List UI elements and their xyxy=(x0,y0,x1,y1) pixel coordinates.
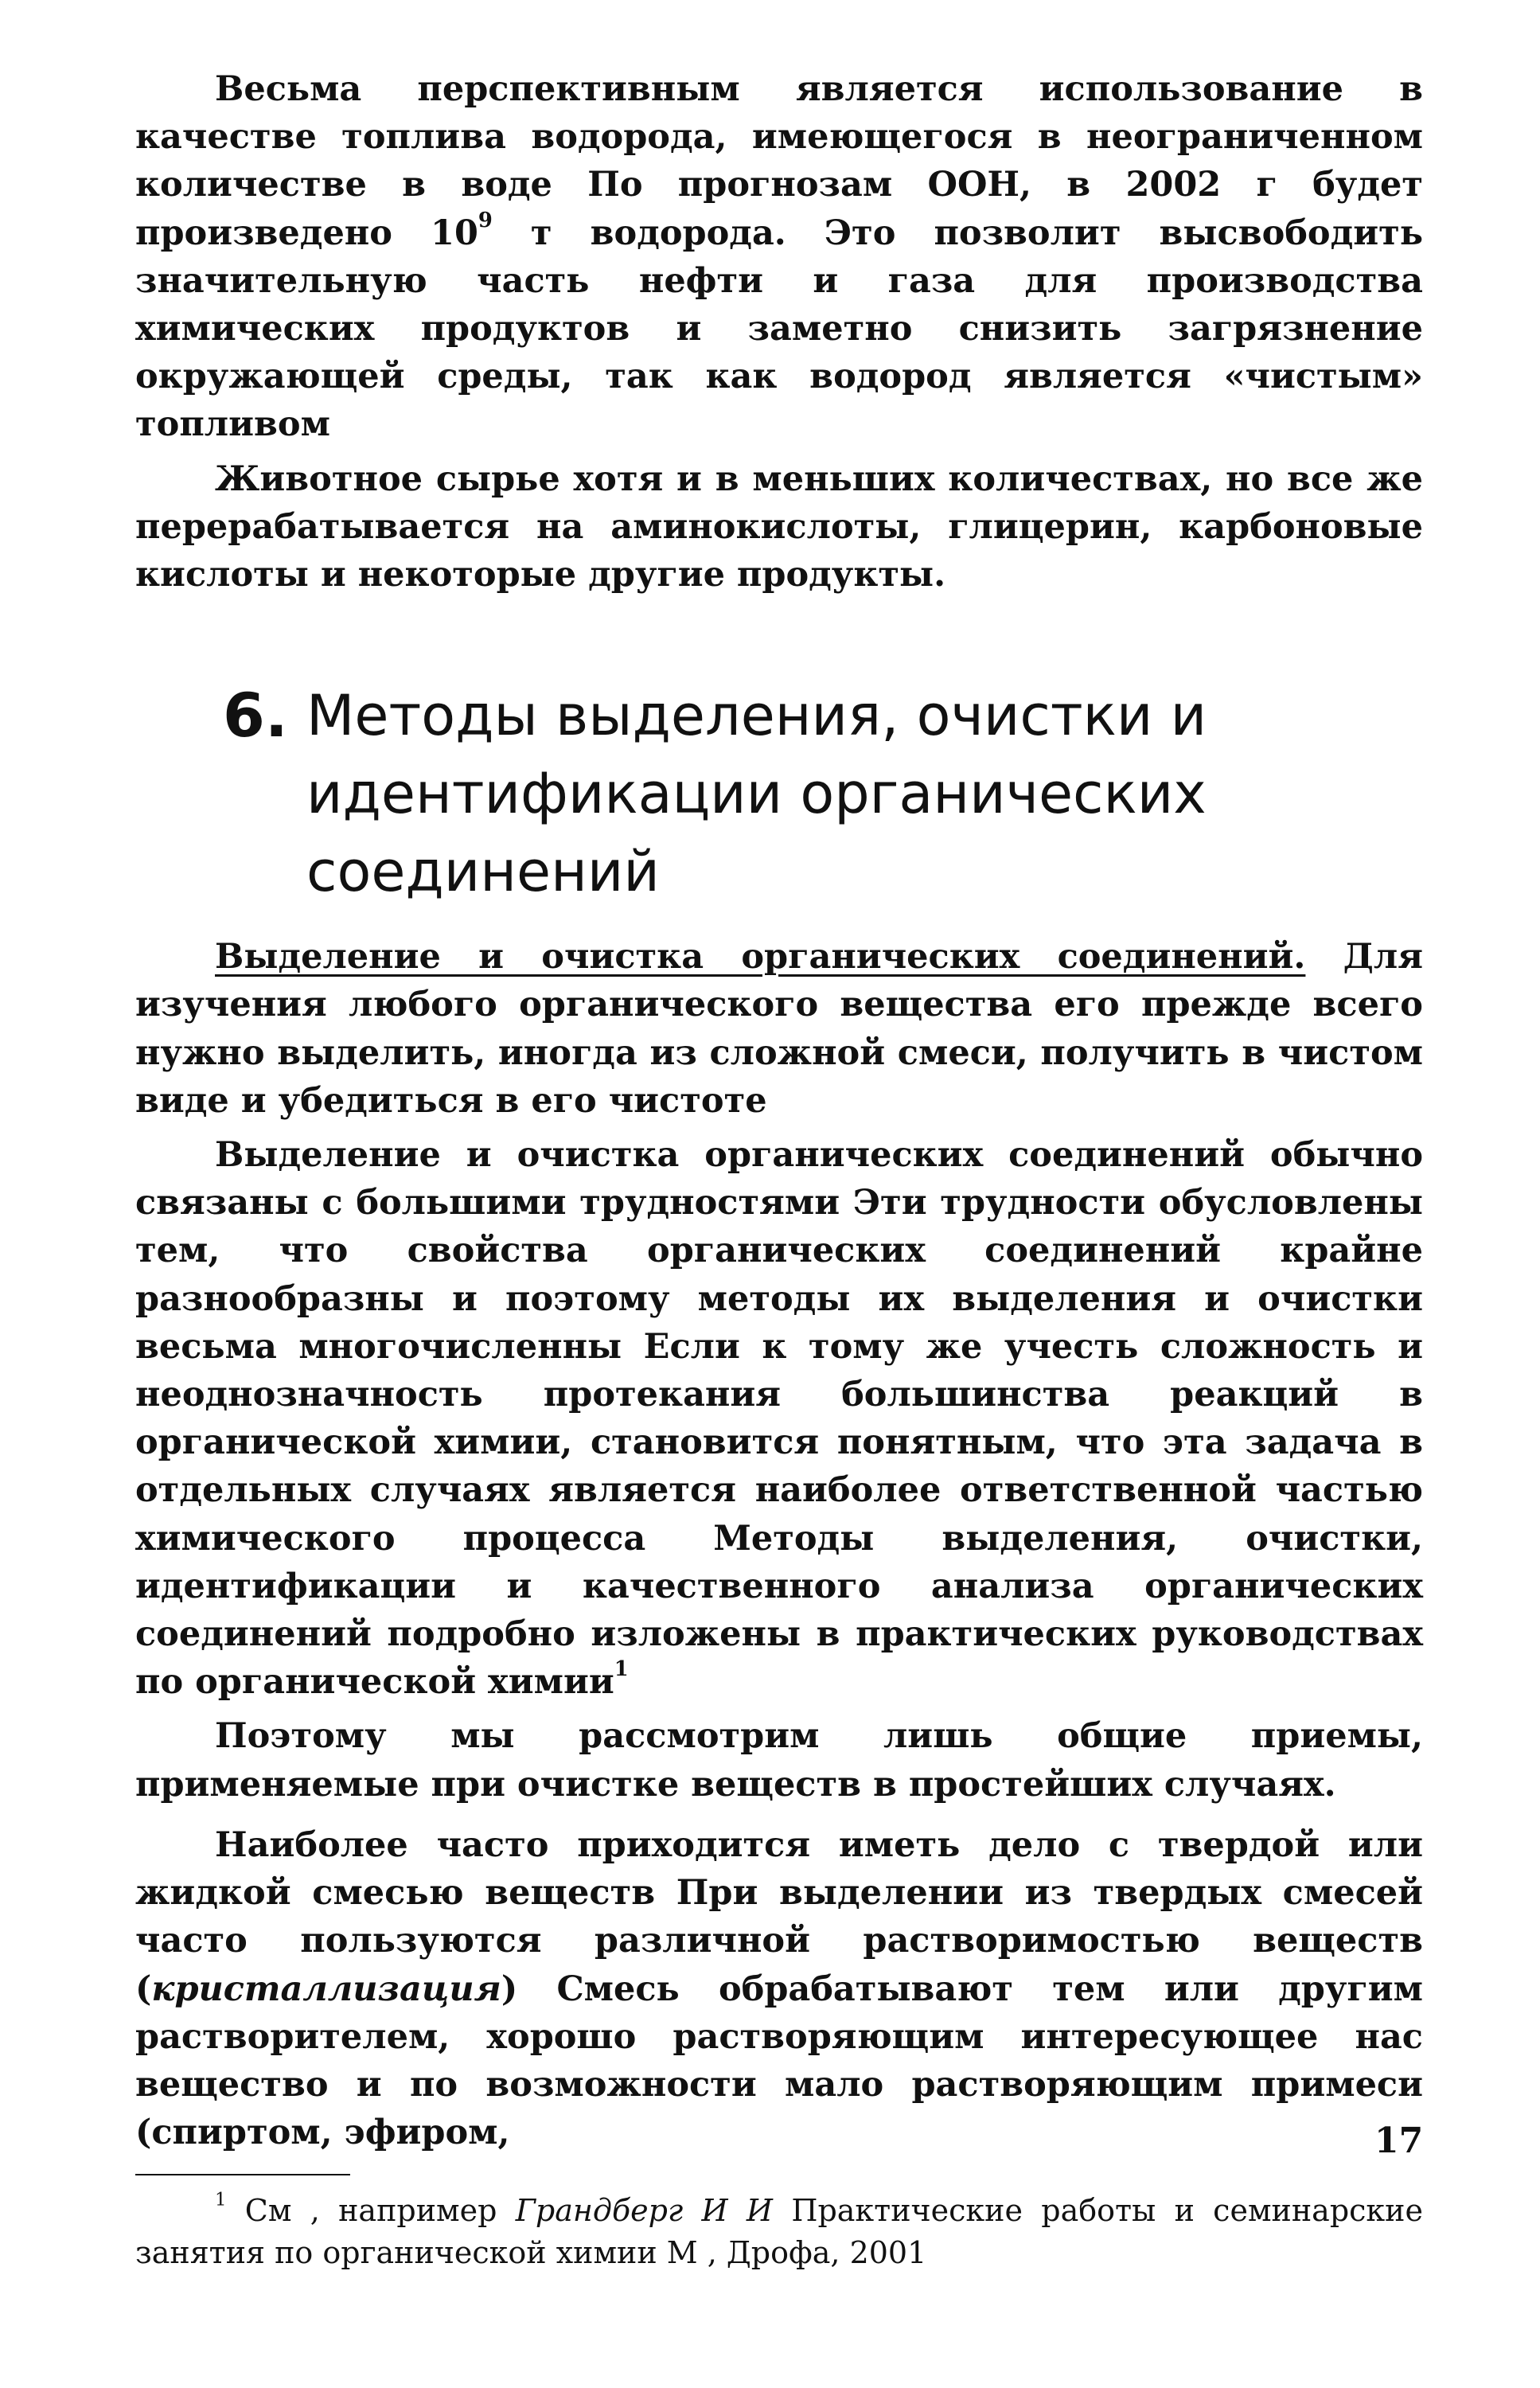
paragraph-text: Выделение и очистка органических соединений обычно связаны с большими трудностями Эти трудности обусловлены тем, что свойства органических соединений крайне разнообразны и поэтому методы их выделения и очистки весьма многочисленны Если к тому же учесть сложность и неоднозначность протекания большинства реакций в органической химии, становится понятным, что эта задача в отдельных случаях является наиболее ответственной частью химического процесса Методы выделения, очистки, идентификации и качественного анализа органических соединений подробно изложены в практических руководствах по органической химии xyxy=(135,1135,1423,1703)
paragraph-isolation-intro xyxy=(135,933,1423,1125)
paragraph-text-continued: т водорода. Это позволит высвободить значительную часть нефти и газа для производства химических продуктов и заметно снизить загрязнение окружающей среды, так как водород является «чистым» топливом xyxy=(135,213,1423,445)
page-body xyxy=(135,65,1423,2274)
paragraph-difficulties xyxy=(135,1131,1423,1706)
paragraph-text: Весьма перспективным является использование в качестве топлива водорода, имеющегося в неограниченном количестве в воде По прогнозам ООН, в 2002 г будет произведено 10 xyxy=(135,69,1423,253)
footnote-text-continued: Практические работы и семинарские занятия по органической химии М , Дрофа, 2001 xyxy=(135,2193,1423,2271)
footnote xyxy=(135,2190,1423,2274)
section-number: 6. xyxy=(223,680,288,751)
footnote-marker: 1 xyxy=(215,2189,227,2210)
footnote-divider xyxy=(135,2174,350,2175)
paragraph-general-methods: Поэтому мы рассмотрим лишь общие приемы, применяемые при очистке веществ в простейших случаях. xyxy=(135,1716,1423,1805)
italic-term: кристаллизация xyxy=(151,1969,501,2009)
section-heading xyxy=(223,677,1423,911)
paragraph-text: Наиболее часто приходится иметь дело с твердой или жидкой смесью веществ При выделении из твердых смесей часто пользуются различной растворимостью веществ ( xyxy=(135,1824,1423,2009)
section-title: Методы выделения, очистки и идентификации органических соединений xyxy=(306,683,1207,905)
paragraph-text-continued: ) Смесь обрабатывают тем или другим растворителем, хорошо растворяющим интересующее нас вещество и по возможности мало растворяющим примеси (спиртом, эфиром, xyxy=(135,1969,1423,2153)
superscript-exponent: 9 xyxy=(478,208,493,232)
footnote-text: См , например xyxy=(226,2193,516,2229)
page-number: 17 xyxy=(1374,2121,1424,2161)
subheading: Выделение и очистка органических соединений. xyxy=(215,937,1306,977)
footnote-reference: 1 xyxy=(614,1657,629,1682)
paragraph-hydrogen-fuel xyxy=(135,65,1423,449)
paragraph-text: Для изучения любого органического вещества его прежде всего нужно выделить, иногда из сложной смеси, получить в чистом виде и убедиться в его чистоте xyxy=(135,937,1423,1121)
paragraph-crystallization xyxy=(135,1821,1423,2156)
paragraph-animal-raw-materials: Животное сырье хотя и в меньших количествах, но все же перерабатывается на аминокислоты, глицерин, карбоновые кислоты и некоторые другие продукты. xyxy=(135,458,1423,595)
footnote-author: Грандберг И И xyxy=(515,2193,774,2229)
